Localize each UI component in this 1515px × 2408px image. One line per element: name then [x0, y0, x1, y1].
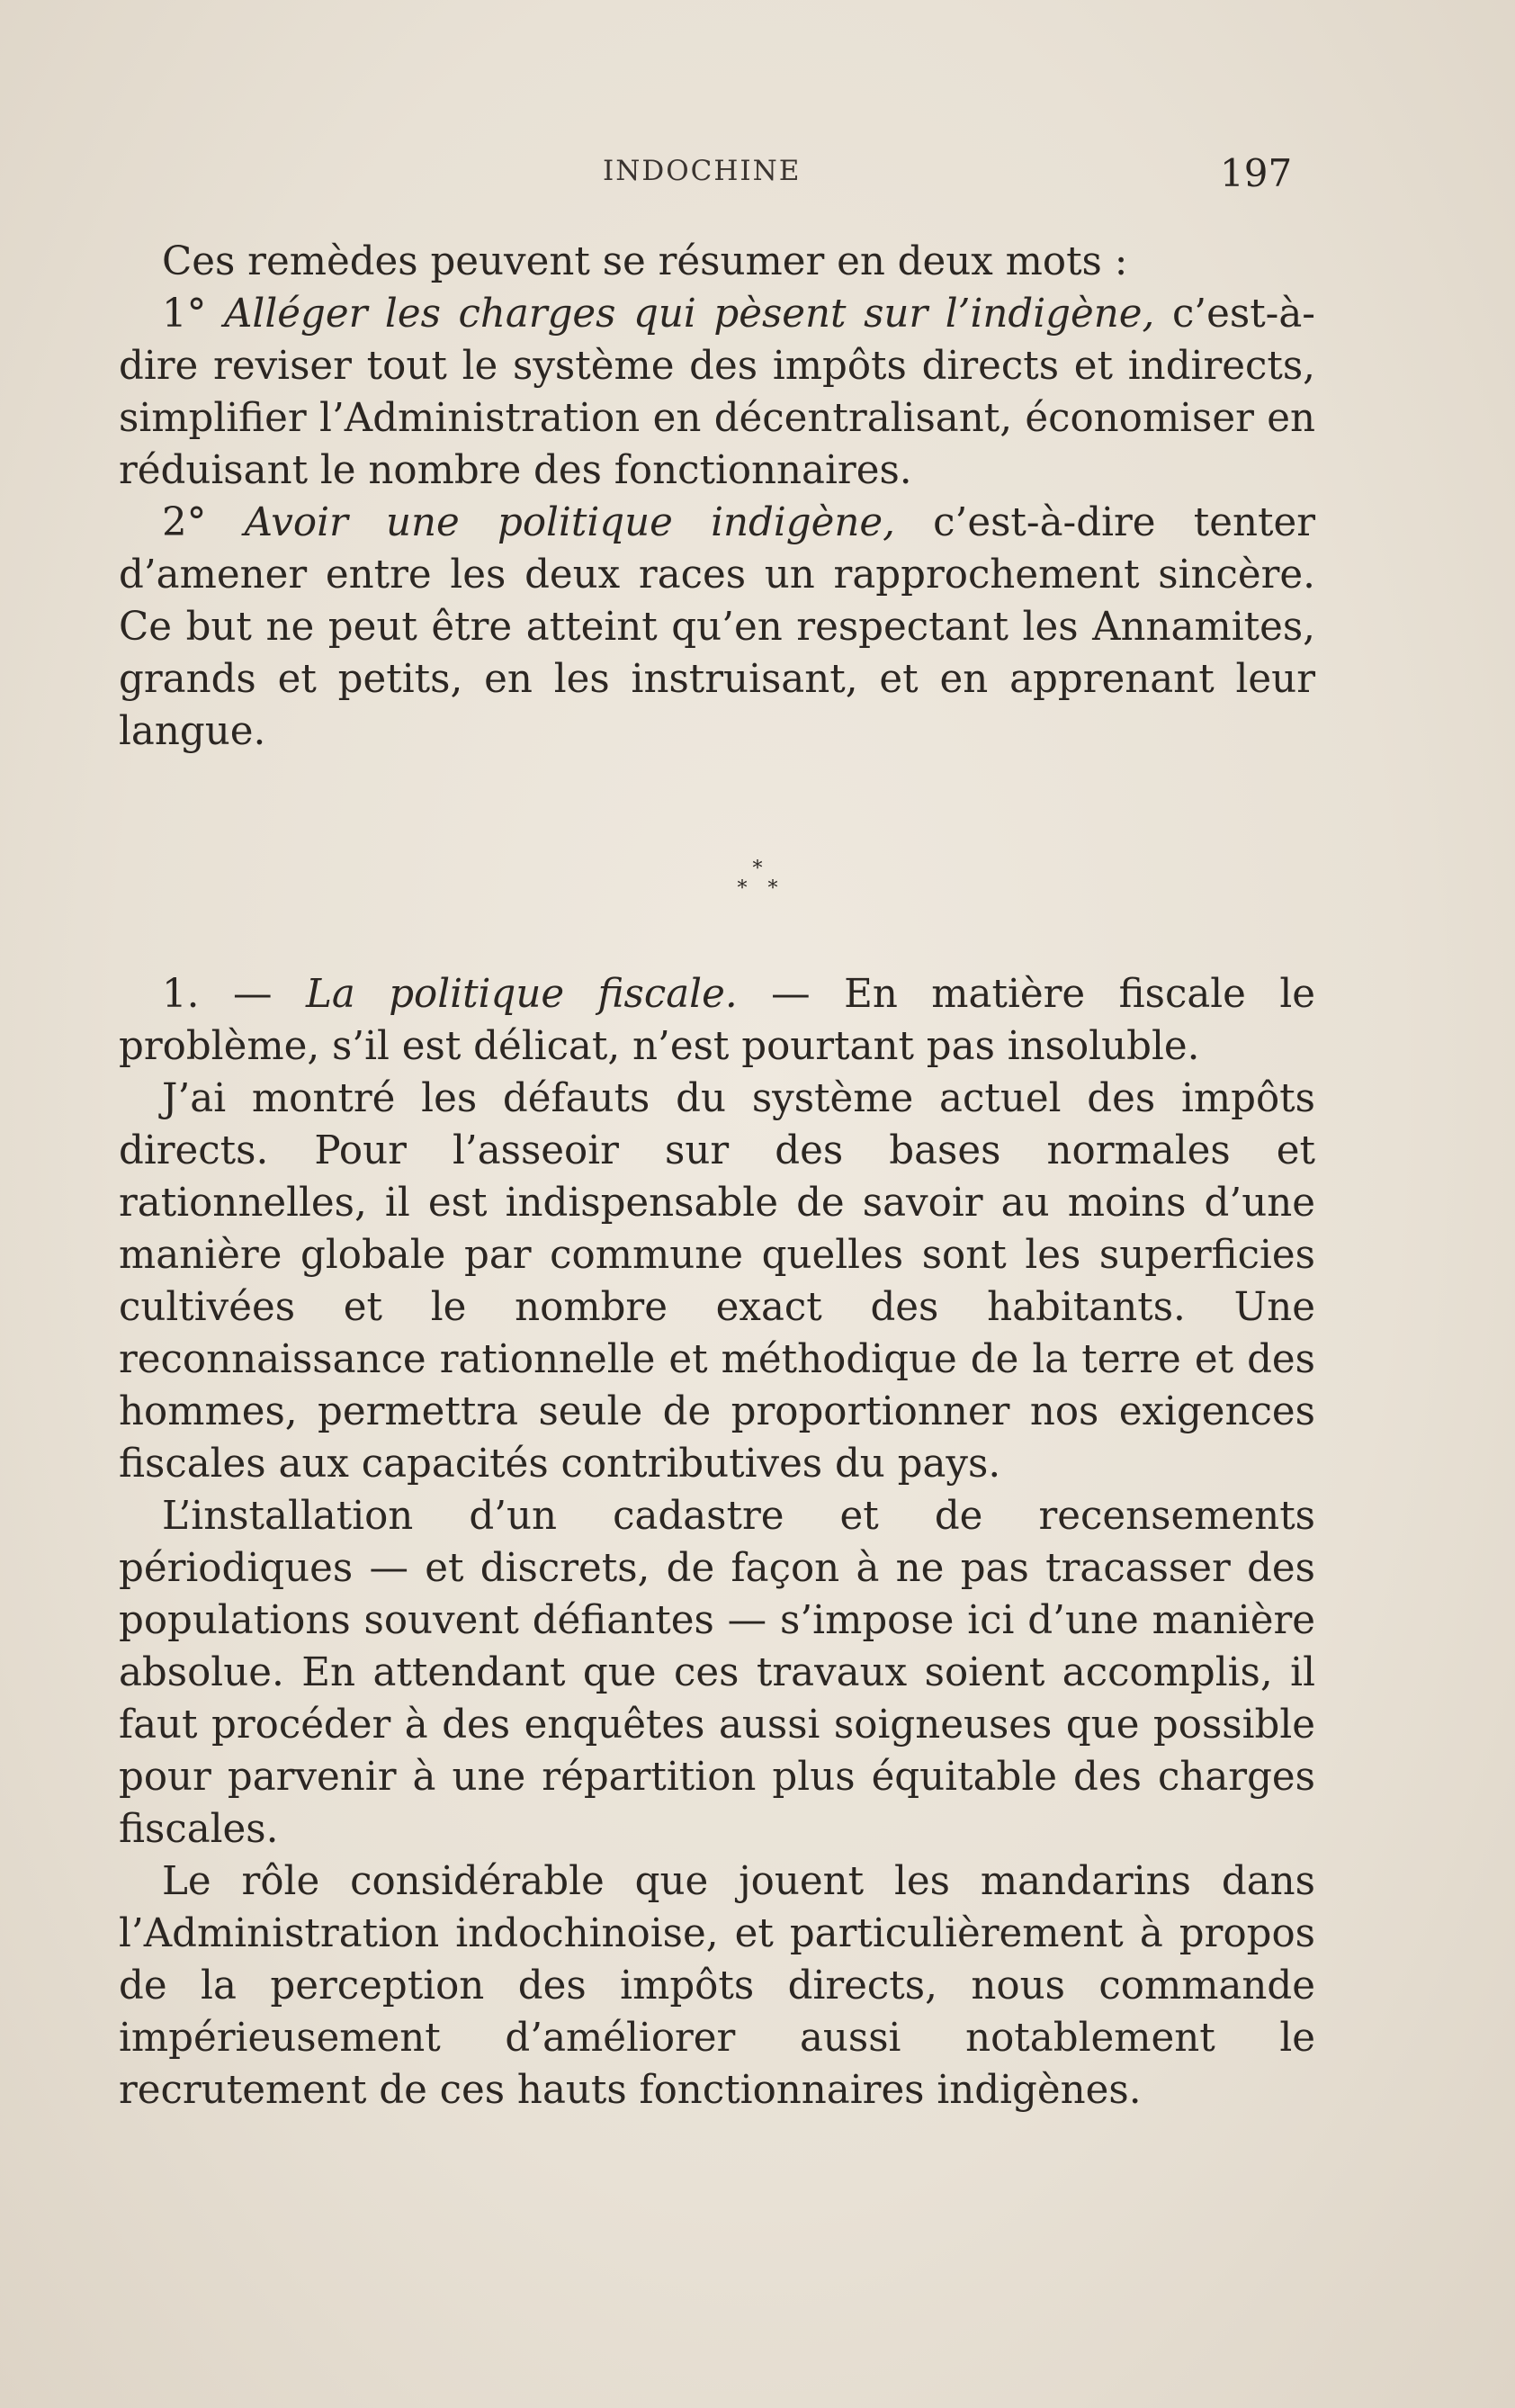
point-1-text: c’est-à-dire reviser tout le système des impôts directs et indirects, simplifier l’Administration en décentralisant, économiser en réduisant le nombre des fonctionnaires. [119, 292, 1316, 493]
section-fiscal-policy [119, 968, 1315, 2116]
point-2-title: Avoir une politique indigène, [244, 500, 895, 545]
running-title: INDOCHINE [603, 155, 802, 187]
running-header [0, 151, 1515, 196]
page-number: 197 [1220, 151, 1293, 195]
asterism-bottom-stars: * * [737, 877, 785, 900]
fiscal-heading-number: 1. — [162, 972, 273, 1017]
fiscal-paragraph-2: J’ai montré les défauts du système actuel des impôts directs. Pour l’asseoir sur des bases normales et rationnelles, il est indispensable de savoir au moins d’une manière globale par commune quelles sont les superficies cultivées et le nombre exact des habitants. Une reconnaissance rationnelle et méthodique de la terre et des hommes, permettra seule de proportionner nos exigences fiscales aux capacités contributives du pays. [119, 1076, 1315, 1487]
point-1-paragraph [119, 288, 1315, 497]
fiscal-heading-text: — En matière fiscale le problème, s’il est délicat, n’est pourtant pas insoluble. [119, 972, 1316, 1069]
point-2-paragraph [119, 497, 1315, 758]
section-separator-asterism [0, 859, 1515, 922]
intro-paragraph: Ces remèdes peuvent se résumer en deux mots : [162, 239, 1128, 284]
section-remedies [119, 236, 1315, 758]
fiscal-paragraph-4: Le rôle considérable que jouent les mandarins dans l’Administration indochinoise, et particulièrement à propos de la perception des impôts directs, nous commande impérieusement d’améliorer aussi notablement le recrutement de ces hauts fonctionnaires indigènes. [119, 1859, 1315, 2113]
fiscal-heading-paragraph [119, 968, 1315, 1073]
point-2-text: c’est-à-dire tenter d’amener entre les deux races un rapprochement sincère. Ce but ne peut être atteint qu’en respectant les Annamites, grands et petits, en les instruisant, et en apprenant leur langue. [119, 500, 1315, 754]
point-1-number: 1° [162, 292, 207, 337]
asterism-top-star: * [752, 858, 763, 880]
point-2-number: 2° [162, 500, 207, 545]
point-1-title: Alléger les charges qui pèsent sur l’indigène, [224, 292, 1155, 337]
fiscal-paragraph-3: L’installation d’un cadastre et de recensements périodiques — et discrets, de façon à ne pas tracasser des populations souvent défiantes — s’impose ici d’une manière absolue. En attendant que ces travaux soient accomplis, il faut procéder à des enquêtes aussi soigneuses que possible pour parvenir à une répartition plus équitable des charges fiscales. [119, 1494, 1315, 1852]
fiscal-heading-title: La politique fiscale. [305, 972, 738, 1017]
